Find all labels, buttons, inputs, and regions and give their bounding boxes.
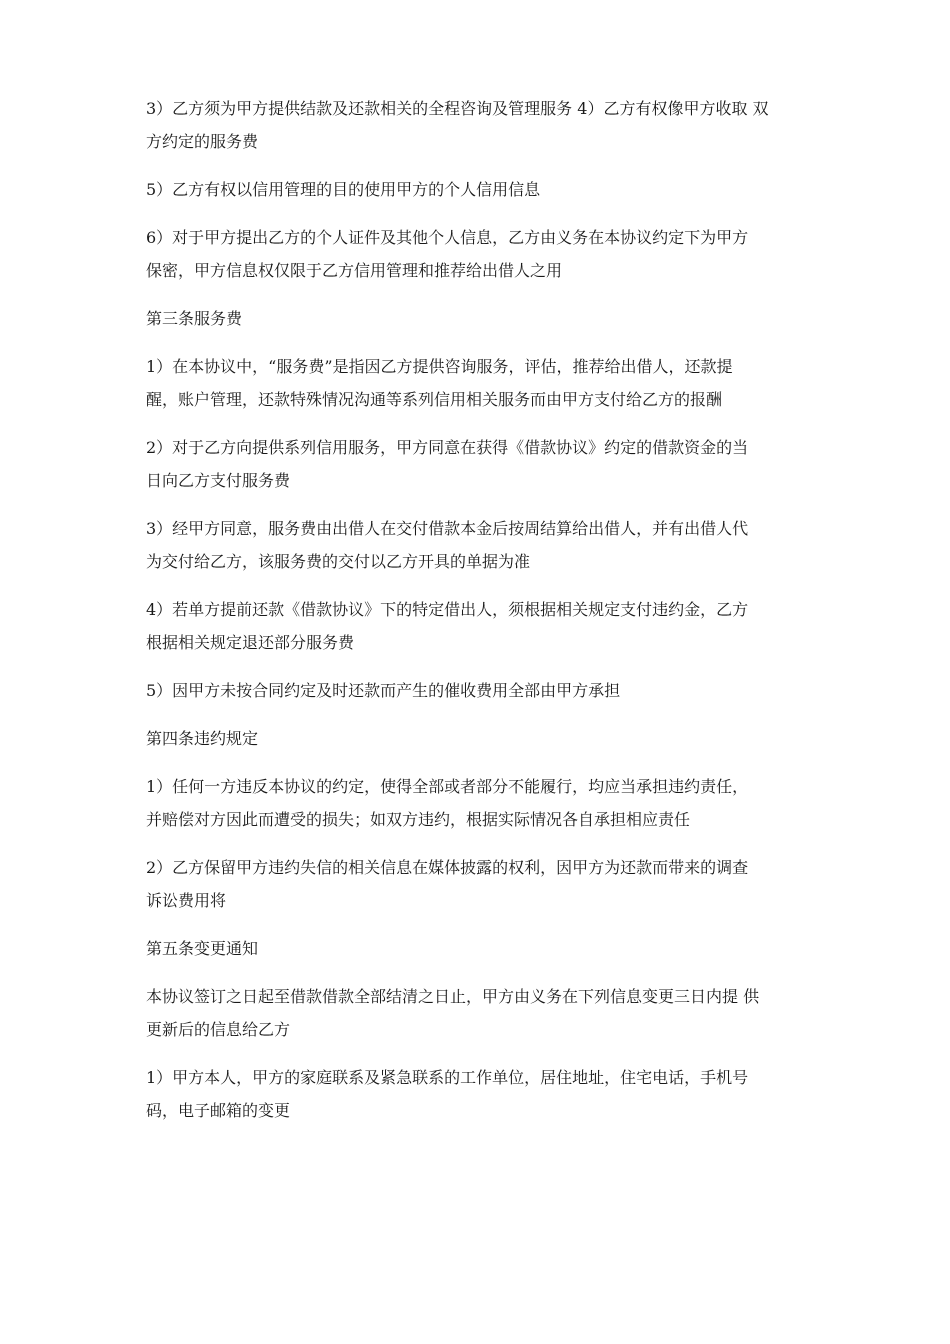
section-heading [146, 302, 806, 335]
clause-paragraph [146, 851, 806, 917]
text-line: 3）经甲方同意，服务费由出借人在交付借款本金后按周结算给出借人，并有出借人代 [146, 519, 749, 538]
text-line: 日向乙方支付服务费 [146, 471, 291, 490]
text-line: 醒，账户管理，还款特殊情况沟通等系列信用相关服务而由甲方支付给乙方的报酬 [146, 390, 723, 409]
text-line: 方约定的服务费 [146, 132, 259, 151]
heading-text: 第三条服务费 [146, 309, 243, 328]
text-line: 本协议签订之日起至借款借款全部结清之日止，甲方由义务在下列信息变更三日内提 供 [146, 987, 760, 1006]
heading-text: 第五条变更通知 [146, 939, 259, 958]
text-line: 3）乙方须为甲方提供结款及还款相关的全程咨询及管理服务 4）乙方有权像甲方收取 双 [146, 99, 769, 118]
clause-paragraph [146, 770, 806, 836]
text-line: 保密，甲方信息权仅限于乙方信用管理和推荐给出借人之用 [146, 261, 563, 280]
text-line: 码，电子邮箱的变更 [146, 1101, 291, 1120]
section-heading [146, 932, 806, 965]
text-line: 2）乙方保留甲方违约失信的相关信息在媒体披露的权利，因甲方为还款而带来的调查 [146, 858, 749, 877]
text-line: 1）在本协议中，“服务费”是指因乙方提供咨询服务，评估，推荐给出借人，还款提 [146, 357, 733, 376]
text-line: 根据相关规定退还部分服务费 [146, 633, 355, 652]
text-line: 并赔偿对方因此而遭受的损失；如双方违约，根据实际情况各自承担相应责任 [146, 810, 691, 829]
text-line: 2）对于乙方向提供系列信用服务，甲方同意在获得《借款协议》约定的借款资金的当 [146, 438, 749, 457]
clause-paragraph [146, 350, 806, 416]
clause-paragraph [146, 221, 806, 287]
heading-text: 第四条违约规定 [146, 729, 259, 748]
text-line: 5）因甲方未按合同约定及时还款而产生的催收费用全部由甲方承担 [146, 681, 621, 700]
clause-paragraph [146, 980, 806, 1046]
clause-paragraph [146, 1061, 806, 1127]
text-line: 更新后的信息给乙方 [146, 1020, 291, 1039]
clause-paragraph [146, 674, 806, 707]
text-line: 1）任何一方违反本协议的约定，使得全部或者部分不能履行，均应当承担违约责任， [146, 777, 749, 796]
clause-paragraph [146, 593, 806, 659]
text-line: 1）甲方本人，甲方的家庭联系及紧急联系的工作单位，居住地址，住宅电话，手机号 [146, 1068, 749, 1087]
section-heading [146, 722, 806, 755]
text-line: 4）若单方提前还款《借款协议》下的特定借出人，须根据相关规定支付违约金，乙方 [146, 600, 749, 619]
text-line: 诉讼费用将 [146, 891, 227, 910]
clause-paragraph [146, 431, 806, 497]
clause-paragraph [146, 173, 806, 206]
clause-paragraph [146, 92, 806, 158]
text-line: 6）对于甲方提出乙方的个人证件及其他个人信息，乙方由义务在本协议约定下为甲方 [146, 228, 749, 247]
text-line: 为交付给乙方，该服务费的交付以乙方开具的单据为准 [146, 552, 531, 571]
text-line: 5）乙方有权以信用管理的目的使用甲方的个人信用信息 [146, 180, 541, 199]
document-body [146, 92, 806, 1127]
clause-paragraph [146, 512, 806, 578]
